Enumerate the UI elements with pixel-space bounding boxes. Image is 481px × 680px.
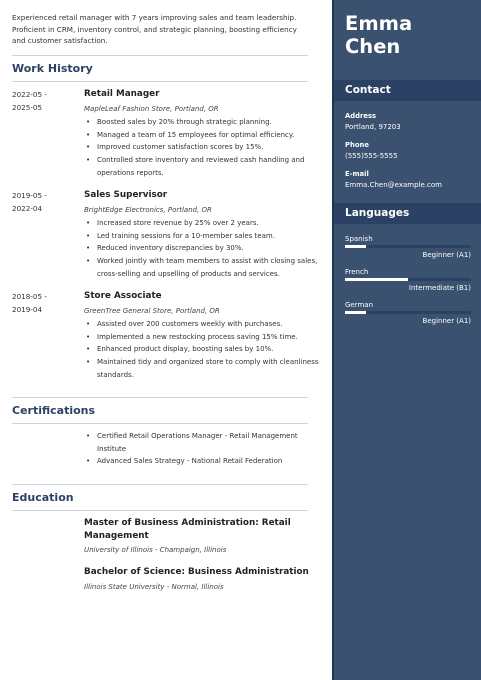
job-details <box>84 189 320 281</box>
job-end-date: 2025-05 <box>12 103 43 113</box>
language-level: Beginner (A1) <box>422 317 471 325</box>
address-label: Address <box>345 112 377 120</box>
job-bullet: • Enhanced product display, boosting sales by 10%. <box>84 343 320 356</box>
language-level-fill <box>345 311 366 314</box>
address-value: Portland, 97203 <box>345 123 401 131</box>
divider <box>12 510 308 511</box>
language-level-bar <box>345 245 471 248</box>
contact-heading: Contact <box>334 80 481 101</box>
job-start-date: 2018-05 - <box>12 291 47 301</box>
job-dates <box>12 189 84 281</box>
candidate-name <box>334 0 481 80</box>
job-bullet: • Improved customer satisfaction scores by 15%. <box>84 141 320 154</box>
divider <box>12 423 308 424</box>
language-name: German <box>345 301 374 309</box>
degree-title: Bachelor of Science: Business Administration <box>84 567 309 578</box>
job-entry <box>12 88 320 180</box>
language-level: Intermediate (B1) <box>408 284 471 292</box>
job-bullet: • Implemented a new restocking process saving 15% time. <box>84 331 320 344</box>
sidebar <box>332 0 481 680</box>
certification-item: • Advanced Sales Strategy - National Retail Federation <box>84 455 320 468</box>
job-bullet: • Boosted sales by 20% through strategic planning. <box>84 116 320 129</box>
language-level: Beginner (A1) <box>422 251 471 259</box>
contact-section <box>334 101 481 199</box>
job-bullet: • Managed a team of 15 employees for optimal efficiency. <box>84 129 320 142</box>
certifications-list <box>84 430 320 468</box>
divider <box>12 81 308 82</box>
job-bullet: • Reduced inventory discrepancies by 30%. <box>84 242 320 255</box>
language-name: French <box>345 268 369 276</box>
job-bullet: • Assisted over 200 customers weekly with purchases. <box>84 318 320 331</box>
section-title-work-history: Work History <box>12 55 308 81</box>
profile-summary: Experienced retail manager with 7 years improving sales and team leadership. Proficient in CRM, inventory control, and strategic planning, boosting efficiency and customer satisfaction. <box>12 13 297 46</box>
first-name: Emma <box>345 12 413 35</box>
job-company: GreenTree General Store, Portland, OR <box>84 306 220 315</box>
job-bullet: • Controlled store inventory and reviewed cash handling and operations reports. <box>84 154 320 180</box>
email-label: E-mail <box>345 170 369 178</box>
languages-section <box>334 224 481 341</box>
section-title-certifications: Certifications <box>12 397 308 423</box>
job-bullet: • Worked jointly with team members to assist with closing sales, cross-selling and upselling of products and services. <box>84 255 320 281</box>
certification-item: • Certified Retail Operations Manager - Retail Management Institute <box>84 430 320 456</box>
job-dates <box>12 290 84 382</box>
section-title-education: Education <box>12 484 308 510</box>
language-level-bar <box>345 311 471 314</box>
phone-value: (555)555-5555 <box>345 152 398 160</box>
job-company: MapleLeaf Fashion Store, Portland, OR <box>84 104 219 113</box>
language-name: Spanish <box>345 235 373 243</box>
job-title: Sales Supervisor <box>84 189 168 200</box>
job-dates <box>12 88 84 180</box>
job-entry <box>12 290 320 382</box>
language-item <box>345 300 470 327</box>
job-bullet: • Maintained tidy and organized store to comply with cleanliness standards. <box>84 356 320 382</box>
job-end-date: 2019-04 <box>12 305 43 315</box>
cert-bullets <box>84 430 320 468</box>
school-name: Illinois State University - Normal, Illinois <box>84 582 224 591</box>
job-bullets <box>84 318 320 382</box>
email-value: Emma.Chen@example.com <box>345 181 442 189</box>
job-bullet: • Increased store revenue by 25% over 2 years. <box>84 217 320 230</box>
language-level-fill <box>345 245 366 248</box>
school-name: University of Illinois - Champaign, Illinois <box>84 546 227 555</box>
job-bullets <box>84 217 320 281</box>
job-details <box>84 290 320 382</box>
language-level-bar <box>345 278 471 281</box>
job-title: Retail Manager <box>84 88 160 99</box>
job-end-date: 2022-04 <box>12 204 43 214</box>
language-level-fill <box>345 278 408 281</box>
job-bullet: • Led training sessions for a 10-member sales team. <box>84 230 320 243</box>
job-title: Store Associate <box>84 290 162 301</box>
last-name: Chen <box>345 35 401 58</box>
job-entry <box>12 189 320 281</box>
job-bullets <box>84 116 320 180</box>
languages-heading: Languages <box>334 203 481 224</box>
education-list <box>84 517 320 594</box>
phone-label: Phone <box>345 141 369 149</box>
language-item <box>345 267 470 294</box>
language-item <box>345 234 470 261</box>
job-start-date: 2022-05 - <box>12 89 47 99</box>
job-details <box>84 88 320 180</box>
job-start-date: 2019-05 - <box>12 190 47 200</box>
degree-title: Master of Business Administration: Retail Management <box>84 518 291 541</box>
job-company: BrightEdge Electronics, Portland, OR <box>84 205 212 214</box>
